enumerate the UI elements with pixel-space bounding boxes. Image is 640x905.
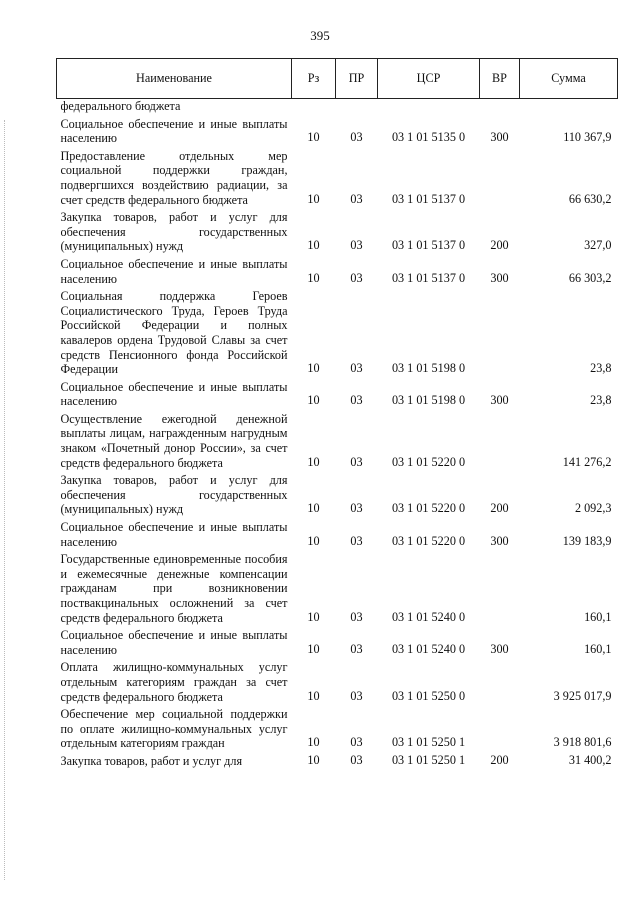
cell-pr: 03: [350, 270, 363, 285]
cell-rz: 10: [307, 454, 320, 469]
cell-vr: [480, 706, 520, 753]
cell-name: Социальная поддержка Героев Социалистического Труда, Героев Труда Российской Федерации и полных кавалеров ордена Трудовой Славы за счет средств Пенсионного фонда Российской Федерации: [60, 289, 288, 377]
cell-name: Закупка товаров, работ и услуг для: [60, 753, 243, 768]
cell-vr: [480, 411, 520, 472]
cell-rz: 10: [307, 752, 320, 767]
continuation-row: [57, 99, 618, 116]
cell-name: Социальное обеспечение и иные выплаты населению: [60, 379, 288, 409]
cell-pr: 03: [350, 609, 363, 624]
cell-pr: 03: [350, 688, 363, 703]
cell-rz: 10: [307, 735, 320, 750]
cell-csr: 03 1 01 5198 0: [391, 361, 466, 376]
cell-vr: 300: [490, 130, 509, 145]
cell-sum: 23,8: [590, 393, 612, 408]
table-row: [57, 411, 618, 472]
cell-sum: 327,0: [584, 238, 612, 253]
cell-name: Социальное обеспечение и иные выплаты населению: [60, 116, 288, 146]
cell-sum: 31 400,2: [568, 752, 612, 767]
table-row: [57, 209, 618, 256]
page-number: 395: [310, 28, 330, 43]
table-row: [57, 256, 618, 288]
cell-name: Социальное обеспечение и иные выплаты населению: [60, 520, 288, 549]
cell-rz: 10: [307, 641, 320, 656]
cell-csr: 03 1 01 5240 0: [391, 609, 466, 624]
header-pr: ПР: [336, 59, 378, 99]
table-row: [57, 659, 618, 706]
header-sum: Сумма: [520, 59, 618, 99]
cell-csr: 03 1 01 5137 0: [391, 270, 466, 285]
cell-csr: 03 1 01 5198 0: [391, 393, 466, 408]
cell-rz: 10: [307, 191, 320, 206]
cell-sum: 3 925 017,9: [553, 688, 612, 703]
cell-rz: 10: [307, 361, 320, 376]
cell-pr: 03: [350, 641, 363, 656]
cell-csr: 03 1 01 5137 0: [391, 191, 466, 206]
table-row: [57, 472, 618, 519]
cell-csr: 03 1 01 5220 0: [391, 454, 466, 469]
cell-rz: 10: [307, 393, 320, 408]
cell-pr: 03: [350, 393, 363, 408]
cell-sum: 66 630,2: [568, 191, 612, 206]
scan-margin-mark: [4, 120, 6, 880]
cell-csr: 03 1 01 5250 1: [391, 735, 466, 750]
cell-pr: 03: [350, 130, 363, 145]
header-csr: ЦСР: [378, 59, 480, 99]
table-row: [57, 627, 618, 659]
cell-sum: 2 092,3: [574, 501, 612, 516]
cell-rz: 10: [307, 609, 320, 624]
cell-vr: [480, 148, 520, 209]
cell-csr: 03 1 01 5240 0: [391, 641, 466, 656]
header-name: Наименование: [57, 59, 292, 99]
cell-pr: 03: [350, 752, 363, 767]
cell-vr: 200: [490, 238, 509, 253]
cell-pr: 03: [350, 454, 363, 469]
cell-csr: 03 1 01 5135 0: [391, 130, 466, 145]
cell-csr: 03 1 01 5250 0: [391, 688, 466, 703]
cell-pr: 03: [350, 533, 363, 548]
header-rz: Рз: [292, 59, 336, 99]
header-vr: ВР: [480, 59, 520, 99]
table-row: [57, 116, 618, 148]
table-row: [57, 288, 618, 379]
continuation-text: федерального бюджета: [60, 99, 181, 113]
cell-rz: 10: [307, 533, 320, 548]
cell-sum: 66 303,2: [568, 270, 612, 285]
cell-name: Государственные единовременные пособия и ежемесячные денежные компенсации гражданам при возникновении поствакцинальных осложнений за счет средств федерального бюджета: [60, 552, 288, 625]
table-row: [57, 148, 618, 209]
cell-rz: 10: [307, 130, 320, 145]
cell-vr: [480, 288, 520, 379]
table-row: [57, 706, 618, 753]
cell-name: Закупка товаров, работ и услуг для обеспечения государственных (муниципальных) нужд: [60, 210, 288, 254]
cell-name: Социальное обеспечение и иные выплаты населению: [60, 256, 288, 286]
cell-pr: 03: [350, 238, 363, 253]
cell-name: Осуществление ежегодной денежной выплаты лицам, награжденным нагрудным знаком «Почетный донор России», за счет средств федерального бюджета: [60, 411, 288, 470]
cell-sum: 110 367,9: [563, 130, 612, 145]
cell-vr: 300: [490, 393, 509, 408]
cell-name: Оплата жилищно-коммунальных услуг отдельным категориям граждан за счет средств федерального бюджета: [60, 660, 288, 704]
cell-sum: 141 276,2: [562, 454, 612, 469]
table-row: [57, 551, 618, 627]
cell-name: Предоставление отдельных мер социальной поддержки граждан, подвергшихся воздействию радиации, за счет средств федерального бюджета: [60, 148, 288, 207]
table-row: [57, 519, 618, 551]
cell-pr: 03: [350, 191, 363, 206]
cell-pr: 03: [350, 735, 363, 750]
cell-sum: 3 918 801,6: [553, 735, 612, 750]
cell-csr: 03 1 01 5220 0: [391, 533, 466, 548]
cell-rz: 10: [307, 270, 320, 285]
cell-sum: 139 183,9: [562, 533, 612, 548]
cell-vr: 300: [490, 641, 509, 656]
table-row: [57, 379, 618, 411]
cell-sum: 160,1: [584, 609, 612, 624]
budget-table: [56, 58, 618, 771]
cell-name: Закупка товаров, работ и услуг для обеспечения государственных (муниципальных) нужд: [60, 473, 288, 517]
cell-csr: 03 1 01 5250 1: [391, 752, 466, 767]
table-row: [57, 753, 618, 771]
cell-rz: 10: [307, 238, 320, 253]
cell-sum: 23,8: [590, 361, 612, 376]
cell-name: Обеспечение мер социальной поддержки по оплате жилищно-коммунальных услуг отдельным категориям граждан: [60, 707, 288, 751]
table-header-row: [57, 59, 618, 99]
cell-vr: 200: [490, 501, 509, 516]
cell-csr: 03 1 01 5137 0: [391, 238, 466, 253]
cell-vr: [480, 551, 520, 627]
cell-rz: 10: [307, 688, 320, 703]
cell-name: Социальное обеспечение и иные выплаты населению: [60, 628, 288, 657]
cell-rz: 10: [307, 501, 320, 516]
cell-vr: 200: [490, 752, 509, 767]
cell-sum: 160,1: [584, 641, 612, 656]
cell-vr: 300: [490, 270, 509, 285]
cell-vr: 300: [490, 533, 509, 548]
cell-pr: 03: [350, 361, 363, 376]
cell-csr: 03 1 01 5220 0: [391, 501, 466, 516]
cell-pr: 03: [350, 501, 363, 516]
cell-vr: [480, 659, 520, 706]
